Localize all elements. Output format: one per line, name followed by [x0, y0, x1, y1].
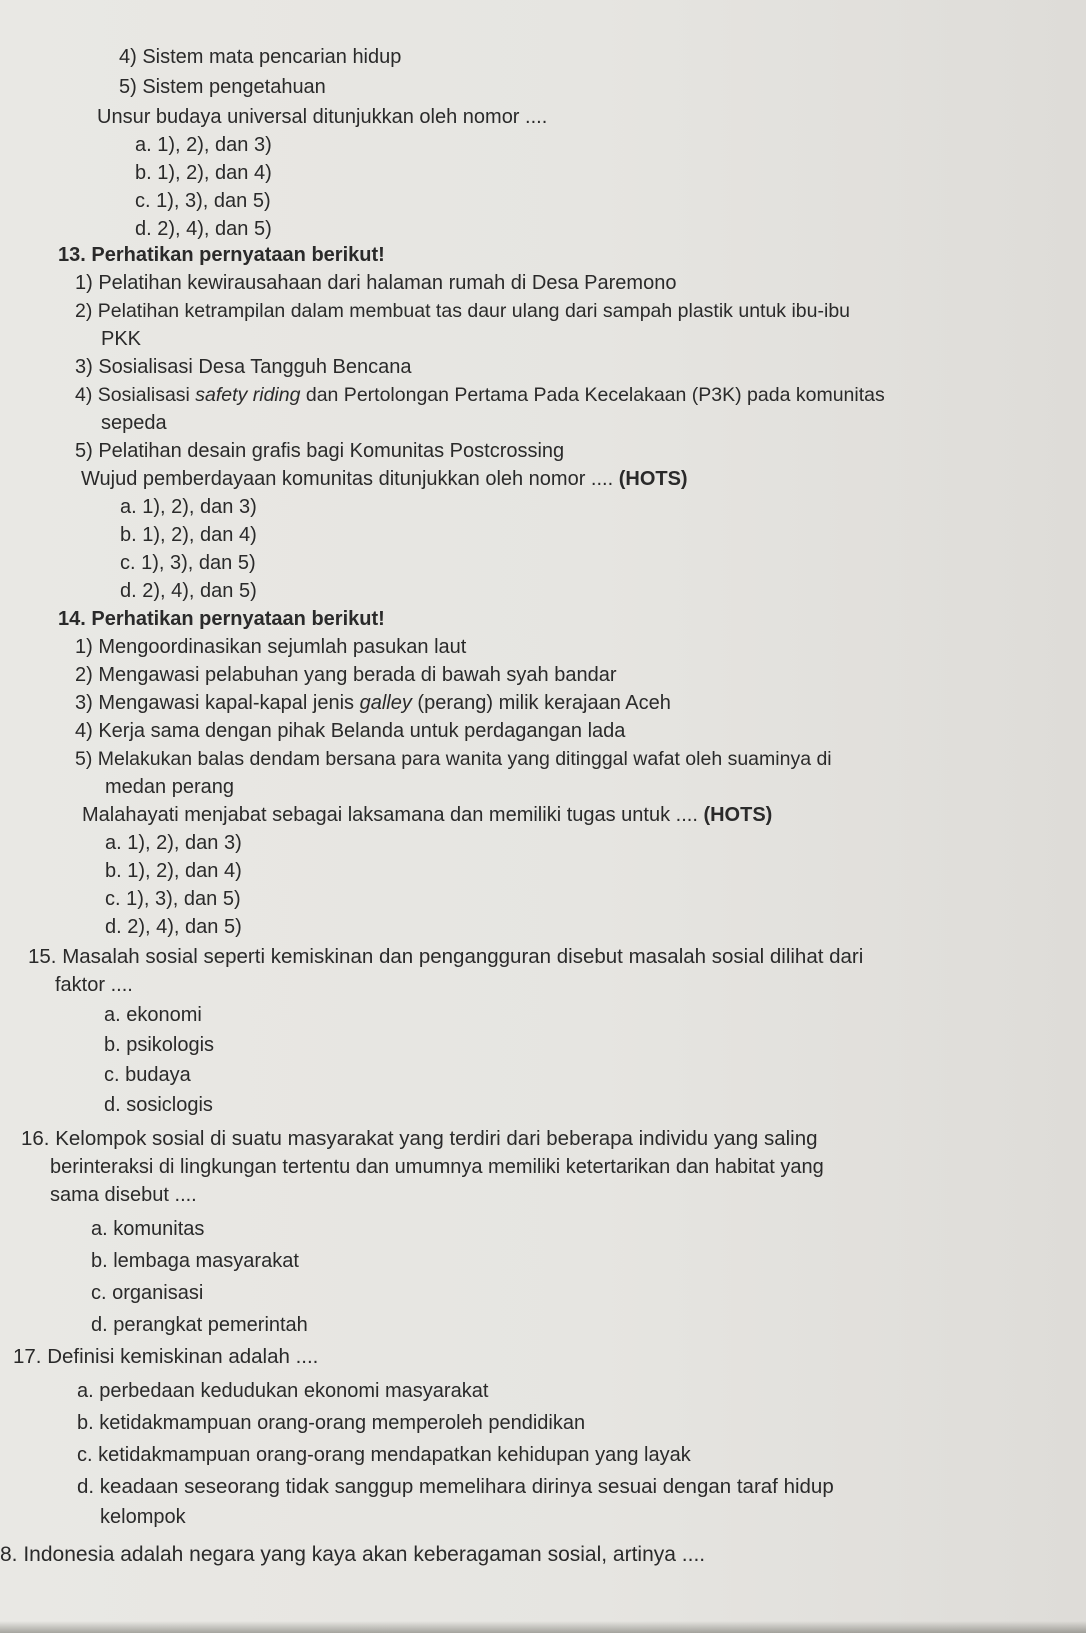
option-c: c. ketidakmampuan orang-orang mendapatkan kehidupan yang layak — [77, 1444, 691, 1466]
question-14-heading: 14. Perhatikan pernyataan berikut! — [58, 608, 385, 630]
question-18-stem: 8. Indonesia adalah negara yang kaya akan keberagaman sosial, artinya .... — [0, 1543, 706, 1566]
option-d: d. 2), 4), dan 5) — [135, 218, 272, 240]
option-b: b. lembaga masyarakat — [91, 1250, 299, 1272]
statement-4 — [75, 382, 885, 408]
option-b: b. 1), 2), dan 4) — [105, 860, 242, 882]
question-16-stem-line-3: sama disebut .... — [50, 1184, 197, 1206]
option-d: d. perangkat pemerintah — [91, 1314, 308, 1336]
option-d: d. keadaan seseorang tidak sanggup memelihara dirinya sesuai dengan taraf hidup — [77, 1475, 834, 1498]
option-c: c. 1), 3), dan 5) — [120, 552, 256, 574]
hots-tag: (HOTS) — [703, 804, 773, 826]
statement-4-pre: 4) Sosialisasi — [75, 384, 196, 406]
option-d: d. sosiclogis — [104, 1094, 213, 1116]
item-4-text: 4) Sistem mata pencarian hidup — [119, 46, 402, 68]
question-13-stem-text: Wujud pemberdayaan komunitas ditunjukkan oleh nomor .... — [81, 468, 619, 490]
statement-4-continuation: sepeda — [101, 412, 167, 434]
item-5-text: 5) Sistem pengetahuan — [119, 76, 326, 98]
statement-3 — [75, 690, 671, 716]
option-a: a. 1), 2), dan 3) — [105, 832, 242, 854]
statement-4-post: dan Pertolongan Pertama Pada Kecelakaan (P3K) pada komunitas — [300, 384, 885, 406]
statement-2: 2) Pelatihan ketrampilan dalam membuat tas daur ulang dari sampah plastik untuk ibu-ibu — [75, 300, 851, 322]
statement-5-continuation: medan perang — [105, 776, 234, 798]
statement-1: 1) Mengoordinasikan sejumlah pasukan laut — [75, 636, 467, 658]
statement-3-post: (perang) milik kerajaan Aceh — [411, 692, 671, 714]
question-15-stem: 15. Masalah sosial seperti kemiskinan dan pengangguran disebut masalah sosial dilihat dari — [28, 945, 864, 968]
question-16-stem: 16. Kelompok sosial di suatu masyarakat yang terdiri dari beberapa individu yang saling — [21, 1127, 818, 1150]
statement-5: 5) Melakukan balas dendam bersana para wanita yang ditinggal wafat oleh suaminya di — [75, 748, 832, 770]
statement-5: 5) Pelatihan desain grafis bagi Komunitas Postcrossing — [75, 440, 565, 462]
option-a: a. komunitas — [91, 1218, 205, 1240]
option-b: b. 1), 2), dan 4) — [135, 162, 272, 184]
question-13-stem — [81, 466, 688, 492]
question-14-stem-text: Malahayati menjabat sebagai laksamana dan memiliki tugas untuk .... — [82, 804, 704, 826]
option-d-continuation: kelompok — [100, 1506, 186, 1528]
option-c: c. 1), 3), dan 5) — [135, 190, 271, 212]
option-b: b. psikologis — [104, 1034, 215, 1056]
option-d: d. 2), 4), dan 5) — [105, 916, 242, 938]
option-c: c. organisasi — [91, 1282, 204, 1304]
question-17-stem: 17. Definisi kemiskinan adalah .... — [13, 1345, 319, 1368]
statement-3: 3) Sosialisasi Desa Tangguh Bencana — [75, 356, 412, 378]
statement-1: 1) Pelatihan kewirausahaan dari halaman rumah di Desa Paremono — [75, 272, 677, 294]
option-a: a. 1), 2), dan 3) — [120, 496, 257, 518]
question-12-stem: Unsur budaya universal ditunjukkan oleh nomor .... — [97, 106, 548, 128]
statement-4: 4) Kerja sama dengan pihak Belanda untuk perdagangan lada — [75, 720, 626, 742]
statement-2: 2) Mengawasi pelabuhan yang berada di bawah syah bandar — [75, 664, 617, 686]
option-c: c. 1), 3), dan 5) — [105, 888, 241, 910]
question-16-stem-line-2: berinteraksi di lingkungan tertentu dan umumnya memiliki ketertarikan dan habitat yang — [50, 1156, 824, 1178]
option-c: c. budaya — [104, 1064, 191, 1086]
question-15-stem-continuation: faktor .... — [55, 974, 133, 996]
option-b: b. 1), 2), dan 4) — [120, 524, 257, 546]
statement-2-continuation: PKK — [101, 328, 142, 350]
statement-4-italic: safety riding — [195, 384, 301, 406]
option-a: a. perbedaan kedudukan ekonomi masyarakat — [77, 1380, 489, 1402]
statement-3-italic: galley — [359, 692, 412, 714]
hots-tag: (HOTS) — [618, 468, 688, 490]
option-b: b. ketidakmampuan orang-orang memperoleh pendidikan — [77, 1412, 586, 1434]
option-a: a. ekonomi — [104, 1004, 202, 1026]
option-d: d. 2), 4), dan 5) — [120, 580, 257, 602]
page-edge-shadow — [0, 1621, 1086, 1633]
question-13-heading: 13. Perhatikan pernyataan berikut! — [58, 244, 385, 266]
question-14-stem — [82, 802, 772, 828]
statement-3-pre: 3) Mengawasi kapal-kapal jenis — [75, 692, 360, 714]
option-a: a. 1), 2), dan 3) — [135, 134, 272, 156]
